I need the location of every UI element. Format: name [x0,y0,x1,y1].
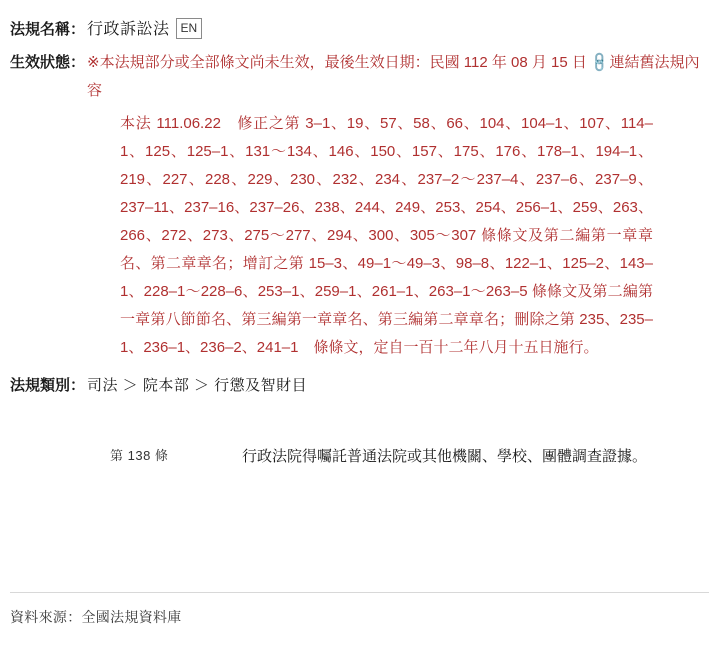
category-value-wrap [85,372,705,399]
status-value: ※本法規部分或全部條文尚未生效，最後生效日期：民國 112 年 08 月 15 日 [87,54,587,71]
status-row [10,49,705,104]
footer [0,592,719,655]
en-badge[interactable]: EN [176,18,203,39]
law-name-row [10,16,705,43]
source-text: 資料來源：全國法規資料庫 [10,609,182,625]
category-label: 法規類別： [10,377,86,394]
article-text: 行政法院得囑託普通法院或其他機關、學校、團體調查證據。 [242,448,648,465]
law-name-value-wrap [85,16,705,43]
status-label: 生效狀態： [10,54,86,71]
article-number: 第 138 條 [110,448,169,463]
law-name-value: 行政訴訟法 [87,21,170,38]
status-value-wrap [85,49,705,104]
amendment-note: 本法 111.06.22 修正之第 3–1、19、57、58、66、104、104–1、107、114–1、125、125–1、131～134、146、150、157、175、176、178–1、194–1、219、227、228、229、230、232、234、237–2～237–4、237–6、237–9、237–11、237–16、237–26、238、244、249、253、254、256–1、259、263、266、272、273、275～277、294、300、305～307 條條文及第二編第一章章名、第二章章名；增訂之第 15–3、49–1～49–3、98–8、122–1、125–2、143–1、228–1～228–6、253–1、259–1、261–1、263–1～263–5 條條文及第二編第一章第八節節名、第三編第一章章名、第三編第二章章名；刪除之第 235、235–1、236–1、236–2、241–1 條條文，定自一百十二年八月十五日施行。 [120,115,653,356]
law-name-label: 法規名稱： [10,21,86,38]
link-icon: 🔗 [587,50,612,74]
category-row [10,372,705,399]
footer-divider [10,592,709,593]
article-block [10,443,705,470]
category-value: 司法 ＞ 院本部 ＞ 行懲及智財目 [87,377,308,394]
old-law-link-label: 連結舊法規內容 [87,54,700,99]
